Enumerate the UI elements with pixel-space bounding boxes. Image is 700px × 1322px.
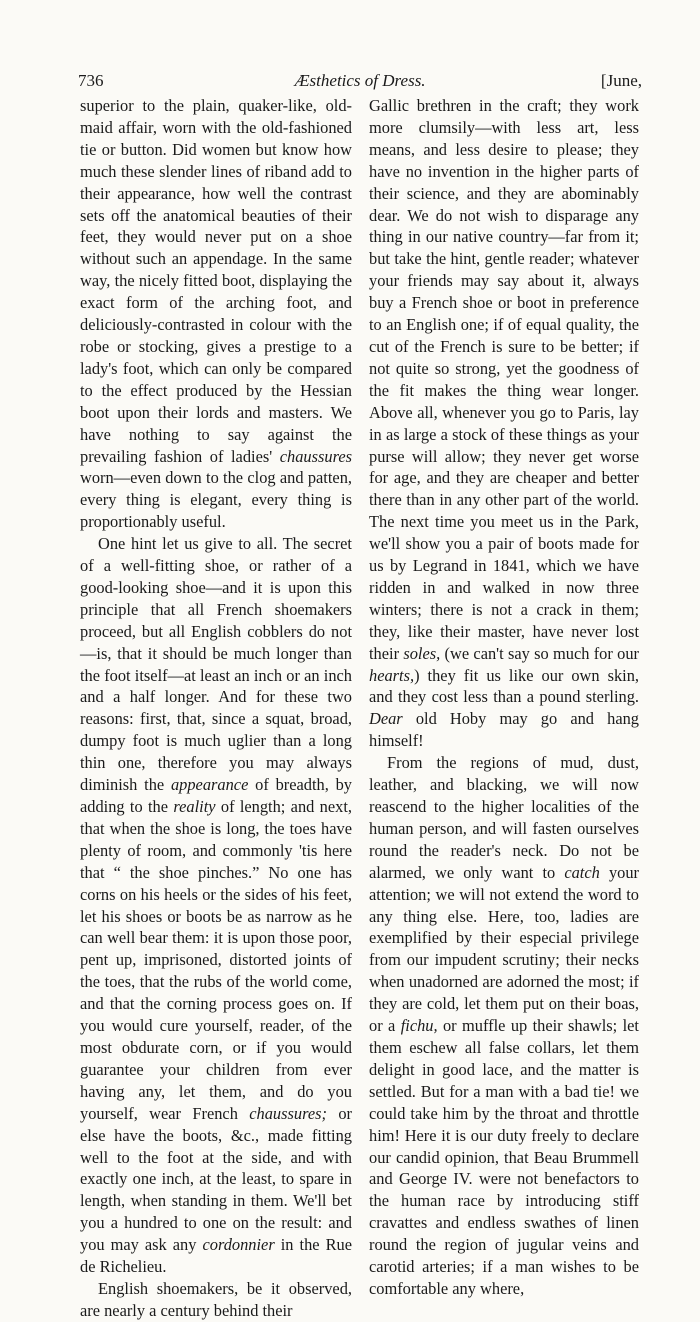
right-column bbox=[369, 95, 639, 1300]
paragraph: Gallic brethren in the craft; they work more clumsily—with less art, less means, and less desire to please; they have no invention in the higher parts of their science, and they are abominably dear. We do not wish to disparage any thing in our native country—far from it; but take the hint, gentle reader; whatever your friends may say about it, always buy a French shoe or boot in preference to an English one; if of equal quality, the cut of the French is sure to be better; if not quite so strong, yet the goodness of the fit makes the thing wear longer. Above all, whenever you go to Paris, lay in as large a stock of these things as your purse will allow; they never get worse for age, and they are cheaper and better there than in any other part of the world. The next time you meet us in the Park, we'll show you a pair of boots made for us by Legrand in 1841, which we have ridden in and walked in now three winters; there is not a crack in them; they, like their master, have never lost their soles, (we can't say so much for our hearts,) they fit us like our own skin, and they cost less than a pound sterling. Dear old Hoby may go and hang himself! bbox=[369, 96, 639, 751]
running-header bbox=[78, 70, 642, 92]
running-title: Æsthetics of Dress. bbox=[294, 71, 426, 90]
paragraph: English shoemakers, be it observed, are nearly a century behind their bbox=[80, 1278, 352, 1320]
page-number: 736 bbox=[78, 71, 104, 90]
left-column bbox=[80, 95, 352, 1322]
paragraph: From the regions of mud, dust, leather, and blacking, we will now reascend to the higher localities of the human person, and will fasten ourselves round the reader's neck. Do not be alarmed, we only want to catch your attention; we will not extend the word to any thing else. Here, too, ladies are exemplified by their especial privilege from our impudent scrutiny; their necks when unadorned are adorned the most; if they are cold, let them put on their boas, or a fichu, or muffle up their shawls; let them eschew all false collars, let them delight in good lace, and the matter is settled. But for a man with a bad tie! we could take him by the throat and throttle him! Here it is our duty freely to declare our candid opinion, that Beau Brummell and George IV. were not benefactors to the human race by introducing stiff cravattes and endless swathes of linen round the region of jugular veins and carotid arteries; if a man wishes to be comfortable any where, bbox=[369, 753, 639, 1298]
paragraph: superior to the plain, quaker-like, old-maid affair, worn with the old-fashioned tie or button. Did women but know how much these slender lines of riband add to their appearance, how well the contrast sets off the anatomical beauties of their feet, they would never put on a shoe without such an appendage. In the same way, the nicely fitted boot, displaying the exact form of the arching foot, and deliciously-contrasted in colour with the robe or stocking, gives a prestige to a lady's foot, which can only be compared to the effect produced by the Hessian boot upon their lords and masters. We have nothing to say against the prevailing fashion of ladies' chaussures worn—even down to the clog and patten, every thing is elegant, every thing is proportionably useful. bbox=[80, 96, 352, 532]
issue-month: [June, bbox=[600, 71, 642, 90]
paragraph: One hint let us give to all. The secret of a well-fitting shoe, or rather of a good-looking shoe—and it is upon this principle that all French shoemakers proceed, but all English cobblers do not—is, that it should be much longer than the foot itself—at least an inch or an inch and a half longer. And for these two reasons: first, that, since a squat, broad, dumpy foot is much uglier than a long thin one, therefore you may always diminish the appearance of breadth, by adding to the reality of length; and next, that when the shoe is long, the toes have plenty of room, and commonly 'tis here that “ the shoe pinches.” No one has corns on his heels or the sides of his feet, let his shoes or boots be as narrow as he can well bear them: it is upon those poor, pent up, imprisoned, distorted joints of the toes, that the rubs of the world come, and that the corning process goes on. If you would cure yourself, reader, of the most obdurate corn, or if you would guarantee your children from ever having any, let them, and do you yourself, wear French chaussures; or else have the boots, &c., made fitting well to the foot at the side, and with exactly one inch, at the least, to spare in length, when standing in them. We'll bet you a hundred to one on the result: and you may ask any cordonnier in the Rue de Richelieu. bbox=[80, 534, 352, 1277]
